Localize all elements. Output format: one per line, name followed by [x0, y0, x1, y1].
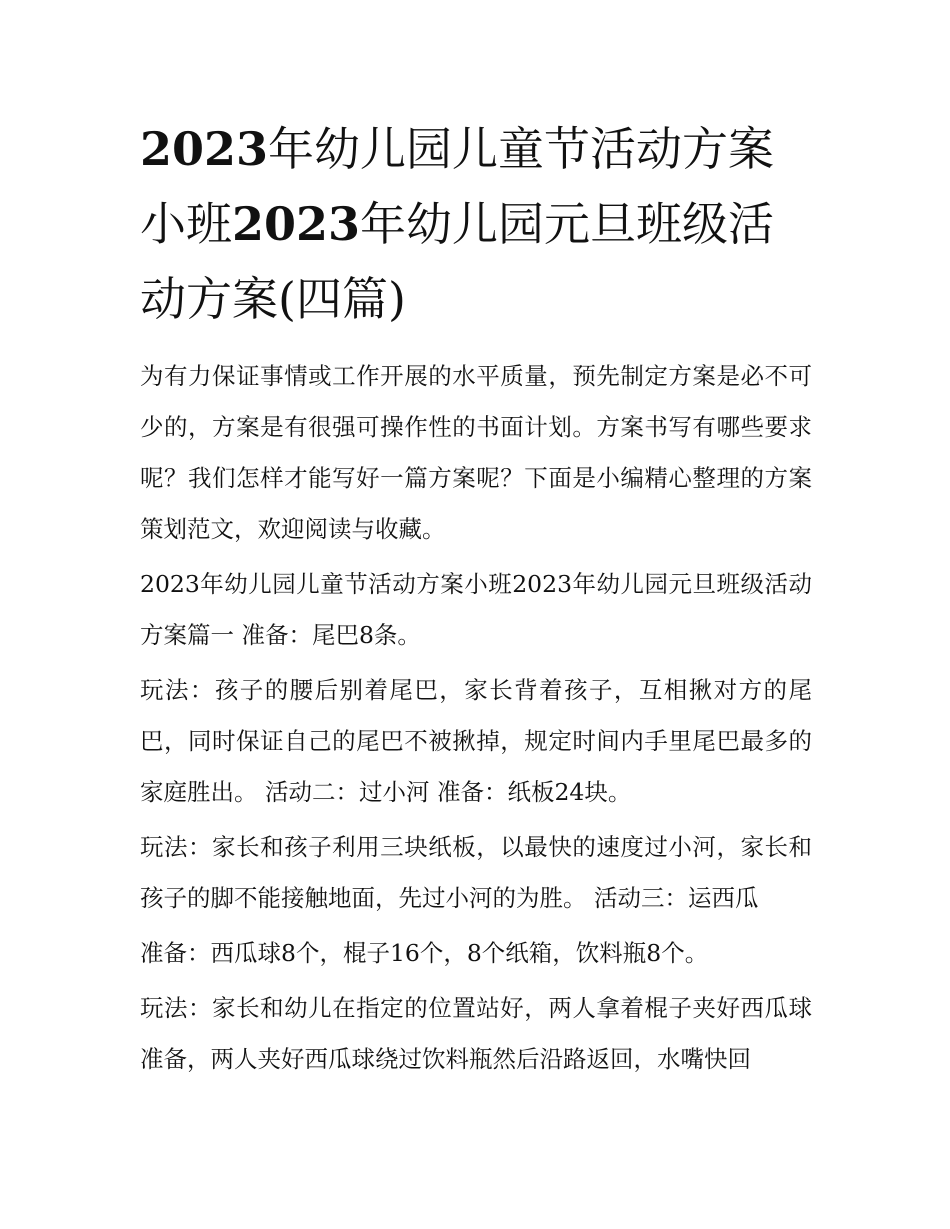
paragraph-watermelon-game: 玩法：家长和幼儿在指定的位置站好，两人拿着棍子夹好西瓜球准备，两人夹好西瓜球绕过饮料瓶然后沿路返回，水嘴快回	[140, 994, 812, 1073]
title-part-2: 年幼儿园元旦班级活动方案(四篇)	[140, 197, 775, 326]
paragraph-tail-game: 玩法：孩子的腰后别着尾巴，家长背着孩子，互相揪对方的尾巴，同时保证自己的尾巴不被揪掉，规定时间内手里尾巴最多的家庭胜出。 活动二：过小河 准备：纸板24块。	[140, 676, 812, 806]
document-title	[140, 112, 812, 337]
paragraph-plan-one-prep: 2023年幼儿园儿童节活动方案小班2023年幼儿园元旦班级活动方案篇一 准备：尾巴8条。	[140, 570, 812, 649]
title-year-2: 2023	[232, 197, 361, 251]
document-page	[140, 112, 812, 1089]
paragraph-watermelon-prep: 准备：西瓜球8个，棍子16个，8个纸箱，饮料瓶8个。	[140, 939, 709, 967]
paragraph-intro: 为有力保证事情或工作开展的水平质量，预先制定方案是必不可少的，方案是有很强可操作性的书面计划。方案书写有哪些要求呢？我们怎样才能写好一篇方案呢？下面是小编精心整理的方案策划范文，欢迎阅读与收藏。	[140, 362, 812, 543]
title-year-1: 2023	[140, 122, 269, 176]
document-body	[140, 351, 812, 1085]
title-part-1: 年幼儿园儿童节活动方案小班	[140, 122, 775, 251]
paragraph-river-game: 玩法：家长和孩子利用三块纸板，以最快的速度过小河，家长和孩子的脚不能接触地面，先过小河的为胜。 活动三：运西瓜	[140, 833, 812, 912]
